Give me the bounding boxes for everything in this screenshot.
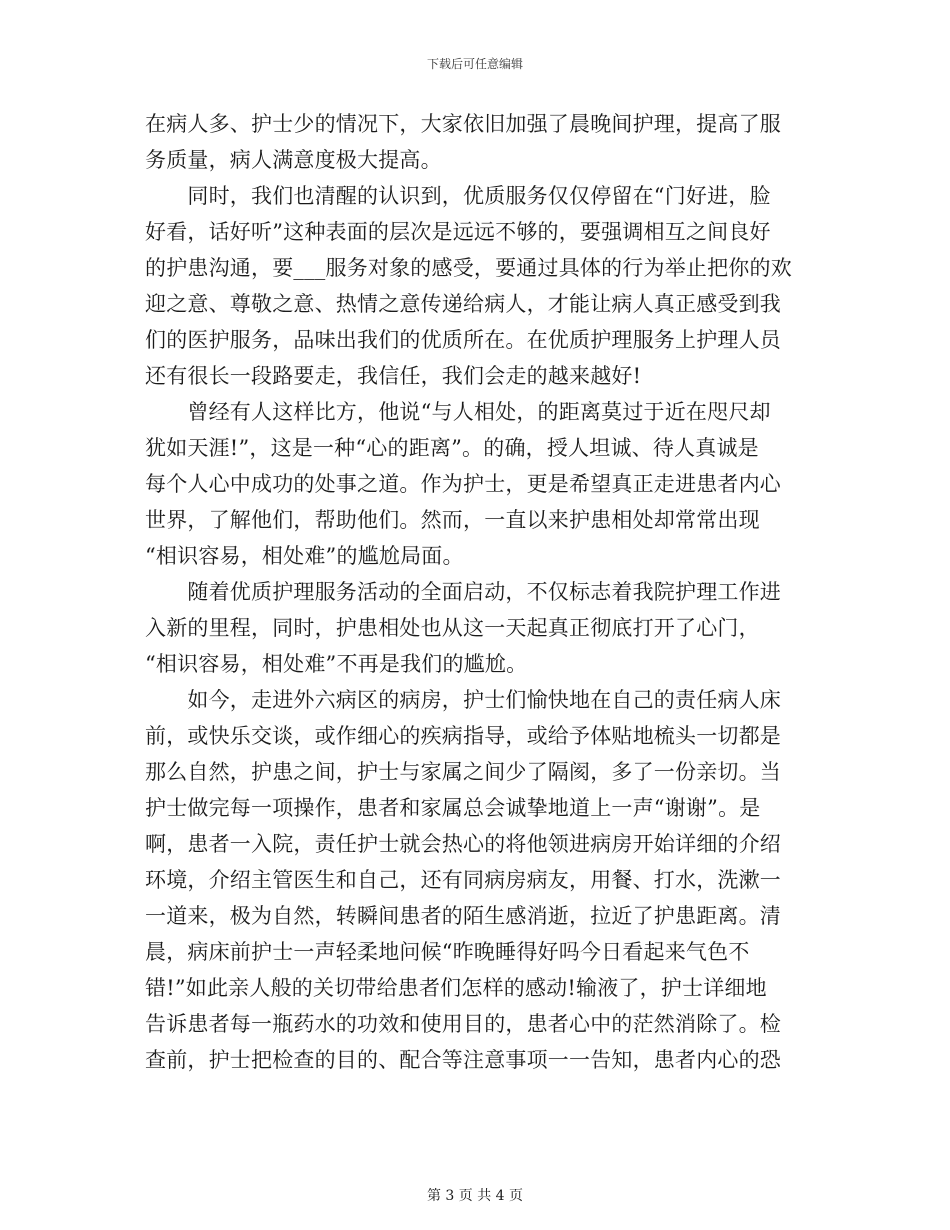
text-line: 世界，了解他们，帮助他们。然而，一直以来护患相处却常常出现 — [145, 508, 760, 532]
text-line: 那么自然，护患之间，护士与家属之间少了隔阂，多了一份亲切。当 — [145, 760, 781, 784]
text-line: 查前，护士把检查的目的、配合等注意事项一一告知，患者内心的恐 — [145, 1048, 781, 1072]
text-line: 环境，介绍主管医生和自己，还有同病房病友，用餐、打水，洗漱一 — [145, 868, 781, 892]
text-line: 晨，病床前护士一声轻柔地问候“昨晚睡得好吗今日看起来气色不 — [145, 940, 750, 964]
text-line: 迎之意、尊敬之意、热情之意传递给病人，才能让病人真正感受到我 — [145, 292, 781, 316]
text-line: 入新的里程，同时，护患相处也从这一天起真正彻底打开了心门， — [145, 616, 760, 640]
text-line: 告诉患者每一瓶药水的功效和使用目的，患者心中的茫然消除了。检 — [145, 1012, 781, 1036]
page-header: 下载后可任意编辑 — [426, 57, 523, 71]
text-line: 随着优质护理服务活动的全面启动，不仅标志着我院护理工作进 — [145, 580, 781, 604]
page-number-footer: 第 3 页 共 4 页 — [426, 1188, 524, 1204]
text-line: “相识容易，相处难”不再是我们的尴尬。 — [145, 652, 528, 676]
text-line: “相识容易，相处难”的尴尬局面。 — [145, 544, 464, 568]
text-line: 犹如天涯!”，这是一种“心的距离”。的确，授人坦诚、待人真诚是 — [145, 436, 759, 460]
text-line: 的护患沟通，要___服务对象的感受，要通过具体的行为举止把你的欢 — [145, 256, 792, 280]
text-line: 还有很长一段路要走，我信任，我们会走的越来越好! — [145, 364, 642, 388]
text-line: 们的医护服务，品味出我们的优质所在。在优质护理服务上护理人员 — [145, 328, 781, 352]
text-line: 每个人心中成功的处事之道。作为护士，更是希望真正走进患者内心 — [145, 472, 781, 496]
text-line: 前，或快乐交谈，或作细心的疾病指导，或给予体贴地梳头一切都是 — [145, 724, 781, 748]
text-line: 务质量，病人满意度极大提高。 — [145, 148, 442, 172]
text-line: 护士做完每一项操作，患者和家属总会诚挚地道上一声“谢谢”。是 — [145, 796, 761, 820]
text-line: 一道来，极为自然，转瞬间患者的陌生感消逝，拉近了护患距离。清 — [145, 904, 781, 928]
text-line: 啊，患者一入院，责任护士就会热心的将他领进病房开始详细的介绍 — [145, 832, 781, 856]
text-line: 同时，我们也清醒的认识到，优质服务仅仅停留在“门好进，脸 — [145, 184, 771, 208]
text-line: 如今，走进外六病区的病房，护士们愉快地在自己的责任病人床 — [145, 688, 781, 712]
text-line: 好看，话好听”这种表面的层次是远远不够的，要强调相互之间良好 — [145, 220, 771, 244]
document-body — [145, 106, 805, 1078]
text-line: 在病人多、护士少的情况下，大家依旧加强了晨晚间护理，提高了服 — [145, 112, 781, 136]
text-line: 错!”如此亲人般的关切带给患者们怎样的感动!输液了，护士详细地 — [145, 976, 767, 1000]
text-line: 曾经有人这样比方，他说“与人相处，的距离莫过于近在咫尺却 — [145, 400, 771, 424]
